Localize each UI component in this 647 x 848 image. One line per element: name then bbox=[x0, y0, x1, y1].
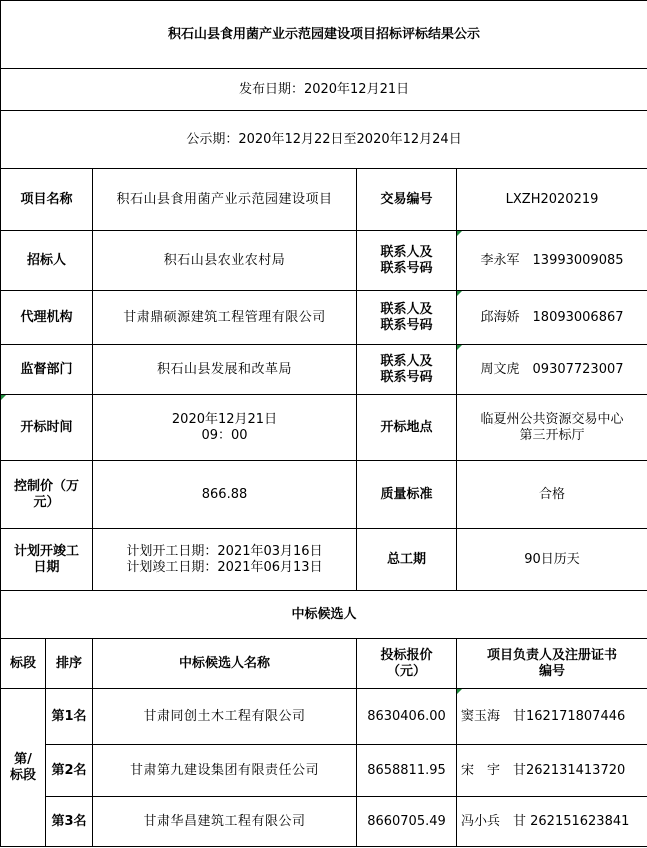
agent-value: 甘肃鼎硕源建筑工程管理有限公司 bbox=[93, 291, 357, 345]
candidate-rank: 第3名 bbox=[46, 797, 93, 847]
project-name-value: 积石山县食用菌产业示范园建设项目 bbox=[93, 169, 357, 231]
open-time-date: 2020年12月21日 bbox=[171, 411, 278, 427]
trade-no-label: 交易编号 bbox=[357, 169, 457, 231]
candidate-name: 甘肃第九建设集团有限责任公司 bbox=[93, 745, 357, 797]
lot-value-line-1: 第/ bbox=[14, 751, 32, 767]
contact-label-line-2: 联系号码 bbox=[380, 260, 433, 276]
duration-label: 总工期 bbox=[357, 529, 457, 591]
project-manager-header-line-2: 编号 bbox=[539, 663, 566, 679]
lot-value-line-2: 标段 bbox=[9, 767, 36, 783]
plan-start-date: 计划开工日期：2021年03月16日 bbox=[126, 543, 323, 559]
supervisor-contact-label bbox=[357, 345, 457, 395]
project-name-label: 项目名称 bbox=[1, 169, 93, 231]
open-time-value bbox=[93, 395, 357, 461]
contact-label-line-1: 联系人及 bbox=[380, 301, 433, 317]
supervisor-value: 积石山县发展和改革局 bbox=[93, 345, 357, 395]
candidate-manager: 宋 宇 甘262131413720 bbox=[457, 745, 647, 797]
agent-label: 代理机构 bbox=[1, 291, 93, 345]
tenderer-value: 积石山县农业农村局 bbox=[93, 231, 357, 291]
open-place-line-1: 临夏州公共资源交易中心 bbox=[480, 411, 624, 427]
bid-price-header-line-2: （元） bbox=[386, 663, 426, 679]
page-title: 积石山县食用菌产业示范园建设项目招标评标结果公示 bbox=[1, 1, 647, 69]
candidate-name-header: 中标候选人名称 bbox=[93, 639, 357, 689]
contact-label-line-1: 联系人及 bbox=[380, 353, 433, 369]
open-place-line-2: 第三开标厅 bbox=[519, 427, 585, 443]
candidate-name: 甘肃华昌建筑工程有限公司 bbox=[93, 797, 357, 847]
project-manager-header-line-1: 项目负责人及注册证书 bbox=[487, 647, 618, 663]
candidates-section-title: 中标候选人 bbox=[1, 591, 647, 639]
notice-period: 公示期：2020年12月22日至2020年12月24日 bbox=[1, 111, 647, 169]
bid-price-header-line-1: 投标报价 bbox=[380, 647, 433, 663]
control-price-label-line-2: 元） bbox=[33, 494, 60, 510]
lot-value bbox=[1, 689, 46, 847]
duration-value: 90日历天 bbox=[457, 529, 647, 591]
quality-value: 合格 bbox=[457, 461, 647, 529]
lot-header: 标段 bbox=[1, 639, 46, 689]
table-row bbox=[1, 745, 647, 797]
candidate-rank: 第1名 bbox=[46, 689, 93, 745]
control-price-label-line-1: 控制价（万 bbox=[13, 478, 79, 494]
agent-contact-label bbox=[357, 291, 457, 345]
open-time-label: 开标时间 bbox=[1, 395, 93, 461]
tenderer-label: 招标人 bbox=[1, 231, 93, 291]
control-price-value: 866.88 bbox=[93, 461, 357, 529]
quality-label: 质量标准 bbox=[357, 461, 457, 529]
control-price-label bbox=[1, 461, 93, 529]
candidate-bid: 8660705.49 bbox=[357, 797, 457, 847]
publish-date: 发布日期：2020年12月21日 bbox=[1, 69, 647, 111]
table-row bbox=[1, 797, 647, 847]
schedule-label-line-1: 计划开竣工 bbox=[13, 543, 79, 559]
candidate-rank: 第2名 bbox=[46, 745, 93, 797]
rank-header: 排序 bbox=[46, 639, 93, 689]
candidate-manager: 冯小兵 甘 262151623841 bbox=[457, 797, 647, 847]
supervisor-contact-value: 周文虎 09307723007 bbox=[457, 345, 647, 395]
open-place-label: 开标地点 bbox=[357, 395, 457, 461]
contact-label-line-2: 联系号码 bbox=[380, 317, 433, 333]
open-time-clock: 09：00 bbox=[201, 427, 248, 443]
contact-label-line-1: 联系人及 bbox=[380, 244, 433, 260]
candidate-manager: 窦玉海 甘162171807446 bbox=[457, 689, 647, 745]
plan-end-date: 计划竣工日期：2021年06月13日 bbox=[126, 559, 323, 575]
agent-contact-value: 邱海娇 18093006867 bbox=[457, 291, 647, 345]
table-row bbox=[1, 689, 647, 745]
supervisor-label: 监督部门 bbox=[1, 345, 93, 395]
trade-no-value: LXZH2020219 bbox=[457, 169, 647, 231]
candidate-name: 甘肃同创土木工程有限公司 bbox=[93, 689, 357, 745]
contact-label-line-2: 联系号码 bbox=[380, 369, 433, 385]
candidate-bid: 8658811.95 bbox=[357, 745, 457, 797]
bid-price-header bbox=[357, 639, 457, 689]
schedule-value bbox=[93, 529, 357, 591]
open-place-value bbox=[457, 395, 647, 461]
candidate-bid: 8630406.00 bbox=[357, 689, 457, 745]
tenderer-contact-label bbox=[357, 231, 457, 291]
schedule-label bbox=[1, 529, 93, 591]
schedule-label-line-2: 日期 bbox=[33, 559, 60, 575]
tenderer-contact-value: 李永军 13993009085 bbox=[457, 231, 647, 291]
project-manager-header bbox=[457, 639, 647, 689]
